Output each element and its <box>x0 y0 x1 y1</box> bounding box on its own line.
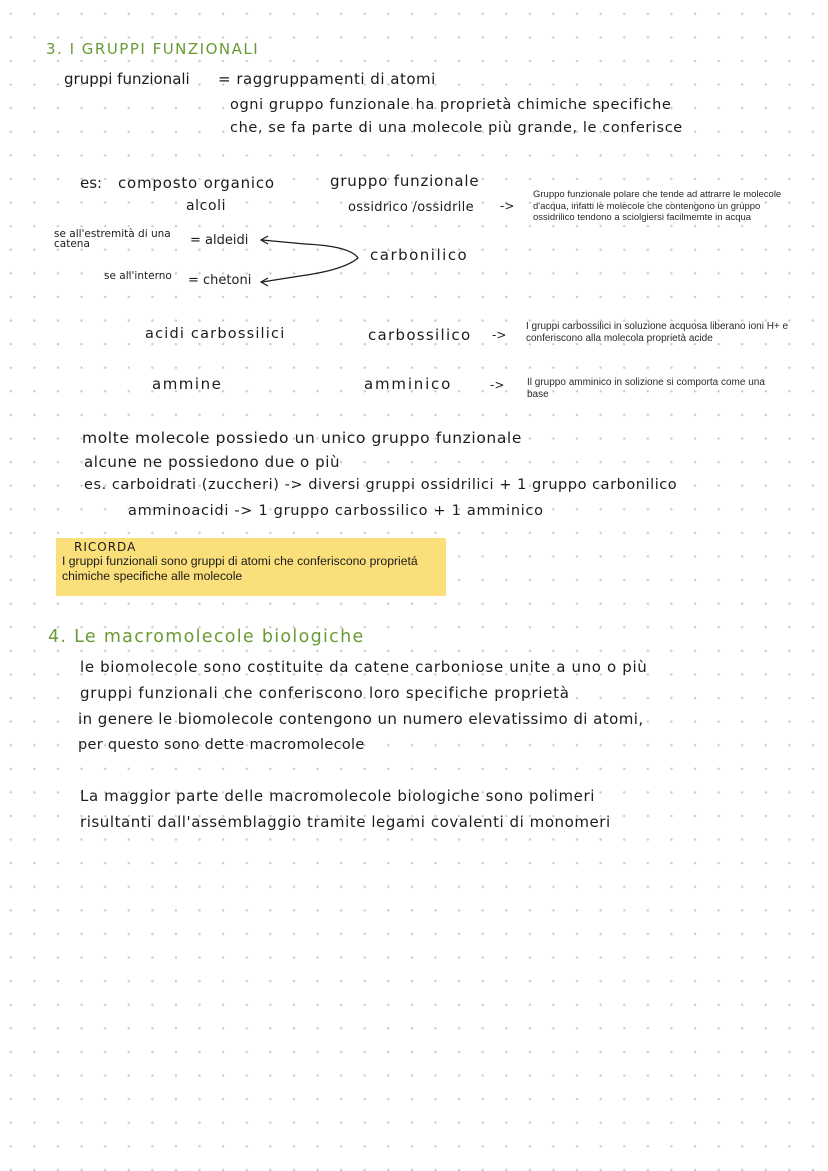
group-amminico: amminico <box>364 375 453 393</box>
section-4-title: 4. Le macromolecole biologiche <box>48 627 365 647</box>
paragraph-2-line-1: La maggior parte delle macromolecole biologiche sono polimeri <box>80 787 596 805</box>
example-label: es: <box>80 174 103 192</box>
paragraph-1-line-4: per questo sono dette macromolecole <box>78 737 365 753</box>
group-carbonilico: carbonilico <box>370 246 469 264</box>
column-compound: composto organico <box>118 174 275 192</box>
note-amminico: Il gruppo amminico in solizione si comporta come una base <box>527 377 765 400</box>
definition-term: gruppi funzionali <box>64 70 190 88</box>
paragraph-2-line-2: risultanti dall'assemblaggio tramite legami covalenti di monomeri <box>80 813 611 831</box>
definition-line-1: ogni gruppo funzionale ha proprietà chimiche specifiche <box>230 97 672 113</box>
definition-text: = raggruppamenti di atomi <box>218 70 436 88</box>
definition-line-2: che, se fa parte di una molecole più grande, le conferisce <box>230 120 683 136</box>
paragraph-1-line-1: le biomolecole sono costituite da catene carboniose unite a uno o più <box>80 658 648 676</box>
compound-chetoni: = chetoni <box>188 273 252 288</box>
ricorda-title: RICORDA <box>74 540 137 554</box>
arrow-carbossilico: -> <box>492 328 507 342</box>
arrow-amminico: -> <box>490 378 505 392</box>
group-carbossilico: carbossilico <box>368 326 472 344</box>
note-ossidrile: Gruppo funzionale polare che tende ad attrarre le molecole d'acqua, infatti le molecole che contengono un gruppo ossidrilico tendono a sciolgiersi facilmemte in acqua <box>533 189 782 223</box>
text-molte: molte molecole possiedo un unico gruppo funzionale <box>82 429 522 447</box>
text-example-amminoacidi: amminoacidi -> 1 gruppo carbossilico + 1 amminico <box>128 503 544 519</box>
compound-alcoli: alcoli <box>186 198 227 214</box>
compound-aldeidi: = aldeidi <box>190 233 249 248</box>
compound-ammine: ammine <box>152 375 223 393</box>
section-title: 3. I GRUPPI FUNZIONALI <box>46 40 260 58</box>
group-ossidrile: ossidrico /ossidrile <box>348 200 474 215</box>
paragraph-1-line-2: gruppi funzionali che conferiscono loro specifiche proprietà <box>80 684 570 702</box>
compound-acidi: acidi carbossilici <box>145 326 286 342</box>
note-carbossilico: I gruppi carbossilici in soluzione acquosa liberano ioni H+ e conferiscono alla molecola proprietà acide <box>526 321 789 344</box>
text-example-carboidrati: es. carboidrati (zuccheri) -> diversi gruppi ossidrilici + 1 gruppo carbonilico <box>84 477 678 493</box>
column-group: gruppo funzionale <box>330 172 480 190</box>
arrow-ossidrile: -> <box>500 199 515 213</box>
paragraph-1-line-3: in genere le biomolecole contengono un numero elevatissimo di atomi, <box>78 710 644 728</box>
chetoni-condition: se all'interno <box>104 270 172 282</box>
ricorda-text: I gruppi funzionali sono gruppi di atomi che conferiscono proprietá chimiche specifiche alle molecole <box>62 554 418 583</box>
text-alcune: alcune ne possiedono due o più <box>84 453 341 471</box>
aldeidi-condition: se all'estremità di una catena <box>54 228 171 250</box>
